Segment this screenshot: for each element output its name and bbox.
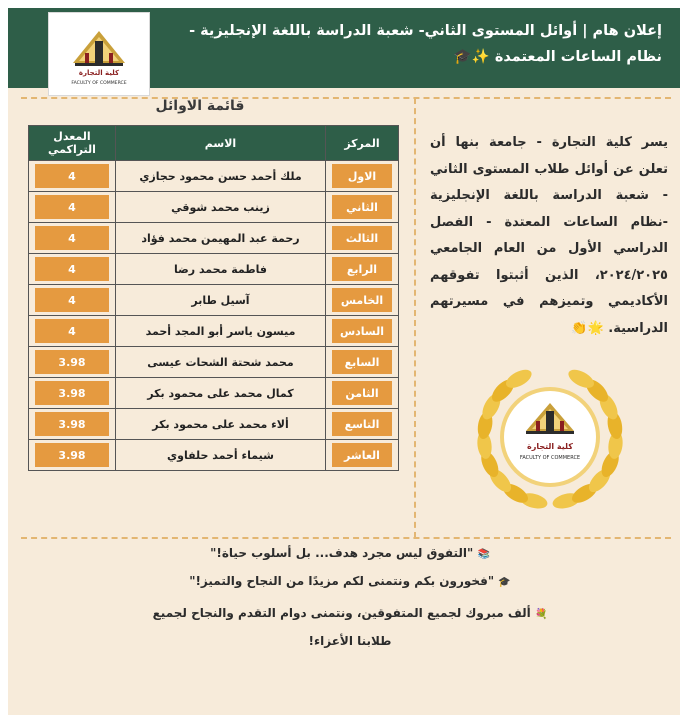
student-name-cell: ألاء محمد على محمود بكر bbox=[116, 409, 326, 440]
logo-text-en: FACULTY OF COMMERCE bbox=[71, 81, 127, 86]
rank-label: الرابع bbox=[346, 262, 378, 276]
gpa-value: 4 bbox=[68, 200, 76, 214]
faculty-logo-box bbox=[48, 12, 150, 96]
gpa-cell bbox=[29, 285, 116, 316]
rank-cell bbox=[326, 254, 399, 285]
gpa-cell bbox=[29, 192, 116, 223]
table-row bbox=[29, 223, 399, 254]
table-row bbox=[29, 285, 399, 316]
bouquet-icon: 💐 bbox=[534, 609, 548, 620]
table-row bbox=[29, 161, 399, 192]
rank-label: السادس bbox=[339, 324, 385, 338]
student-name-cell: ملك أحمد حسن محمود حجازي bbox=[116, 161, 326, 192]
gpa-value: 4 bbox=[68, 262, 76, 276]
table-row bbox=[29, 378, 399, 409]
quote-line-1 bbox=[140, 540, 560, 568]
student-name-cell: شيماء أحمد حلفاوي bbox=[116, 440, 326, 471]
quote-text-2: "فخورون بكم ونتمنى لكم مزيدًا من النجاح والتميز!" bbox=[189, 574, 495, 588]
table-row bbox=[29, 347, 399, 378]
gpa-value: 4 bbox=[68, 231, 76, 245]
top-students-table bbox=[28, 125, 399, 471]
table-row bbox=[29, 440, 399, 471]
table-row bbox=[29, 192, 399, 223]
rank-cell bbox=[326, 378, 399, 409]
header-banner bbox=[8, 8, 680, 88]
gpa-value: 4 bbox=[68, 293, 76, 307]
rank-cell bbox=[326, 316, 399, 347]
rank-cell bbox=[326, 285, 399, 316]
rank-label: الثالث bbox=[345, 231, 379, 245]
rank-label: الثامن bbox=[345, 386, 379, 400]
announcement-title: إعلان هام | أوائل المستوى الثاني- شعبة الدراسة باللغة الإنجليزية - نظام الساعات المعتمدة ✨🎓 bbox=[189, 23, 662, 65]
rank-cell bbox=[326, 192, 399, 223]
table-row bbox=[29, 254, 399, 285]
gpa-value: 3.98 bbox=[58, 448, 86, 462]
gpa-cell bbox=[29, 409, 116, 440]
rank-label: الثاني bbox=[346, 200, 378, 214]
logo-text-ar: كلية التجارة bbox=[78, 69, 120, 77]
vertical-dashed-divider bbox=[414, 98, 416, 538]
quote-line-3 bbox=[140, 600, 560, 654]
gpa-cell bbox=[29, 223, 116, 254]
announcement-description: يسر كلية التجارة - جامعة بنها أن تعلن عن أوائل طلاب المستوى الثاني - شعبة الدراسة باللغة الإنجليزية -نظام الساعات المعتدة - الفصل الدراسي الأول من العام الجامعي ٢٠٢٤/٢٠٢٥، الذين أثبتوا تفوقهم الأكاديمي وتميزهم في مسيرتهم الدراسية. 🌟👏 bbox=[430, 135, 668, 336]
rank-cell bbox=[326, 409, 399, 440]
rank-cell bbox=[326, 223, 399, 254]
student-name-cell: فاطمة محمد رضا bbox=[116, 254, 326, 285]
table-header-row bbox=[29, 126, 399, 161]
gpa-value: 3.98 bbox=[58, 417, 86, 431]
rank-label: الخامس bbox=[340, 293, 384, 307]
seal-text-en: FACULTY OF COMMERCE bbox=[519, 455, 581, 461]
bottom-dashed-divider bbox=[21, 537, 671, 539]
table-title: قائمة الاوائل bbox=[155, 98, 245, 114]
laurel-seal-icon bbox=[468, 365, 632, 525]
graduation-cap-icon: 🎓 bbox=[498, 577, 511, 588]
quote-text-1: "التفوق ليس مجرد هدف... بل أسلوب حياة!" bbox=[210, 546, 474, 560]
student-name-cell: زينب محمد شوقي bbox=[116, 192, 326, 223]
rank-cell bbox=[326, 440, 399, 471]
gpa-cell bbox=[29, 161, 116, 192]
gpa-cell bbox=[29, 316, 116, 347]
gpa-value: 3.98 bbox=[58, 355, 86, 369]
books-icon: 📚 bbox=[477, 549, 490, 560]
faculty-logo-icon bbox=[69, 27, 129, 87]
gpa-cell bbox=[29, 378, 116, 409]
student-name-cell: محمد شحتة الشحات عيسى bbox=[116, 347, 326, 378]
top-dashed-divider bbox=[21, 97, 671, 99]
gpa-cell bbox=[29, 254, 116, 285]
gpa-value: 4 bbox=[68, 324, 76, 338]
rank-column-header: المركز bbox=[326, 126, 399, 161]
student-name-cell: آسيل طابر bbox=[116, 285, 326, 316]
name-column-header: الاسم bbox=[116, 126, 326, 161]
table-row bbox=[29, 316, 399, 347]
table-row bbox=[29, 409, 399, 440]
seal-text-ar: كلية التجارة bbox=[527, 442, 573, 451]
rank-label: السابع bbox=[344, 355, 380, 369]
rank-cell bbox=[326, 161, 399, 192]
quote-text-3: ألف مبروك لجميع المتفوقين، ونتمنى دوام التقدم والنجاح لجميع طلابنا الأعزاء! bbox=[152, 606, 531, 648]
table-body bbox=[29, 161, 399, 471]
gpa-value: 3.98 bbox=[58, 386, 86, 400]
gpa-column-header: المعدل التراكمي bbox=[29, 126, 116, 161]
rank-label: العاشر bbox=[344, 448, 380, 462]
quote-line-2 bbox=[140, 568, 560, 596]
rank-cell bbox=[326, 347, 399, 378]
student-name-cell: كمال محمد على محمود بكر bbox=[116, 378, 326, 409]
rank-label: التاسع bbox=[344, 417, 380, 431]
rank-label: الاول bbox=[347, 169, 377, 183]
gpa-cell bbox=[29, 440, 116, 471]
gpa-value: 4 bbox=[68, 169, 76, 183]
gpa-cell bbox=[29, 347, 116, 378]
quotes-section bbox=[140, 540, 560, 654]
student-name-cell: ميسون ياسر أبو المجد أحمد bbox=[116, 316, 326, 347]
student-name-cell: رحمة عبد المهيمن محمد فؤاد bbox=[116, 223, 326, 254]
